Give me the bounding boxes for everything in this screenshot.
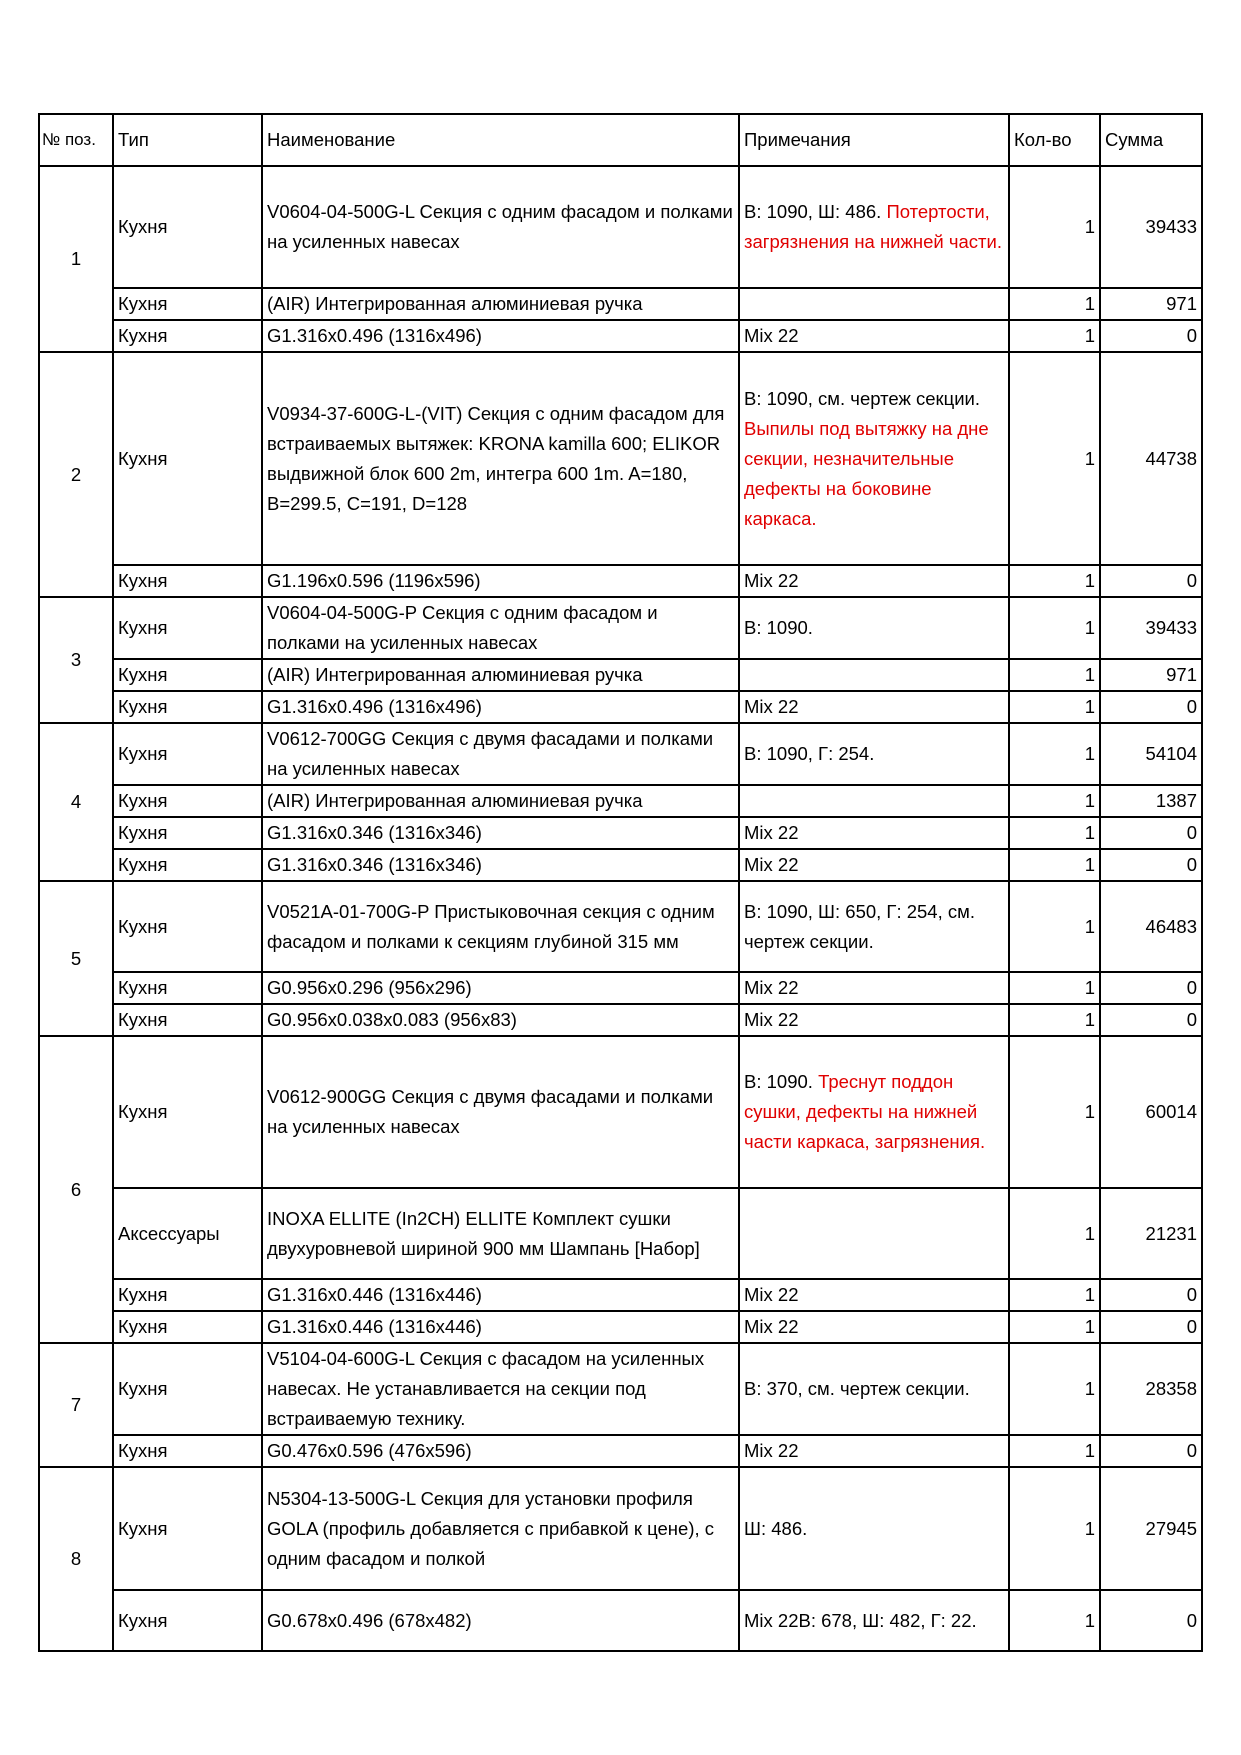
item-name: V0604-04-500G-L Секция с одним фасадом и полками на усиленных навесах [262, 166, 739, 288]
header-pos: № поз. [39, 114, 113, 166]
table-row [39, 1311, 1202, 1343]
item-notes [739, 166, 1009, 288]
item-notes [739, 352, 1009, 565]
notes-text: В: 1090. [744, 1071, 813, 1092]
item-sum: 0 [1100, 1279, 1202, 1311]
notes-text: Mix 22 [744, 325, 799, 346]
item-quantity: 1 [1009, 352, 1100, 565]
item-notes [739, 1435, 1009, 1467]
item-sum: 0 [1100, 1004, 1202, 1036]
item-sum: 0 [1100, 817, 1202, 849]
item-name: N5304-13-500G-L Секция для установки профиля GOLA (профиль добавляется с прибавкой к цене), с одним фасадом и полкой [262, 1467, 739, 1590]
item-quantity: 1 [1009, 723, 1100, 785]
specification-table [38, 113, 1203, 1652]
item-notes [739, 691, 1009, 723]
item-type: Кухня [113, 565, 262, 597]
item-notes [739, 1343, 1009, 1435]
table-row [39, 849, 1202, 881]
item-sum: 39433 [1100, 597, 1202, 659]
position-number: 4 [39, 723, 113, 881]
item-name: G1.196x0.596 (1196x596) [262, 565, 739, 597]
item-type: Аксессуары [113, 1188, 262, 1279]
item-quantity: 1 [1009, 659, 1100, 691]
item-name: V0521A-01-700G-P Пристыковочная секция с одним фасадом и полками к секциям глубиной 315 мм [262, 881, 739, 972]
notes-text: Mix 22 [744, 854, 799, 875]
table-row [39, 1467, 1202, 1590]
item-notes [739, 288, 1009, 320]
defect-notes-text: Потертости, загрязнения на нижней части. [744, 201, 1002, 252]
table-row [39, 659, 1202, 691]
notes-text: Mix 22 [744, 696, 799, 717]
item-type: Кухня [113, 1036, 262, 1188]
item-type: Кухня [113, 1467, 262, 1590]
item-name: G1.316x0.496 (1316x496) [262, 320, 739, 352]
item-quantity: 1 [1009, 1435, 1100, 1467]
item-name: V0612-900GG Секция с двумя фасадами и полками на усиленных навесах [262, 1036, 739, 1188]
item-sum: 21231 [1100, 1188, 1202, 1279]
item-quantity: 1 [1009, 166, 1100, 288]
item-notes [739, 1036, 1009, 1188]
table-row [39, 1004, 1202, 1036]
item-quantity: 1 [1009, 849, 1100, 881]
item-name: G1.316x0.346 (1316x346) [262, 849, 739, 881]
notes-text: В: 1090, Ш: 650, Г: 254, см. чертеж секции. [744, 900, 975, 952]
notes-text: Mix 22 [744, 570, 799, 591]
notes-text: Mix 22 [744, 1440, 799, 1461]
item-type: Кухня [113, 166, 262, 288]
item-type: Кухня [113, 597, 262, 659]
position-number: 3 [39, 597, 113, 723]
table-row [39, 1188, 1202, 1279]
item-quantity: 1 [1009, 785, 1100, 817]
table-row [39, 1343, 1202, 1435]
header-qty: Кол-во [1009, 114, 1100, 166]
table-row [39, 723, 1202, 785]
position-number: 8 [39, 1467, 113, 1651]
table-row [39, 352, 1202, 565]
notes-text: Mix 22В: 678, Ш: 482, Г: 22. [744, 1609, 977, 1631]
item-sum: 0 [1100, 1435, 1202, 1467]
item-type: Кухня [113, 1004, 262, 1036]
item-quantity: 1 [1009, 691, 1100, 723]
item-sum: 0 [1100, 565, 1202, 597]
position-number: 6 [39, 1036, 113, 1343]
header-type: Тип [113, 114, 262, 166]
item-quantity: 1 [1009, 1343, 1100, 1435]
item-notes [739, 1311, 1009, 1343]
item-sum: 1387 [1100, 785, 1202, 817]
item-type: Кухня [113, 659, 262, 691]
item-notes [739, 320, 1009, 352]
item-name: (AIR) Интегрированная алюминиевая ручка [262, 785, 739, 817]
item-quantity: 1 [1009, 1590, 1100, 1651]
item-sum: 27945 [1100, 1467, 1202, 1590]
item-name: G0.956x0.296 (956x296) [262, 972, 739, 1004]
notes-text: Mix 22 [744, 1284, 799, 1305]
position-number: 2 [39, 352, 113, 597]
item-notes [739, 1188, 1009, 1279]
item-notes [739, 1467, 1009, 1590]
item-name: G1.316x0.496 (1316x496) [262, 691, 739, 723]
header-row [39, 114, 1202, 166]
item-quantity: 1 [1009, 1004, 1100, 1036]
item-type: Кухня [113, 352, 262, 565]
item-notes [739, 1590, 1009, 1651]
item-type: Кухня [113, 785, 262, 817]
item-type: Кухня [113, 881, 262, 972]
header-notes: Примечания [739, 114, 1009, 166]
item-type: Кухня [113, 1590, 262, 1651]
item-quantity: 1 [1009, 1467, 1100, 1590]
defect-notes-text: Выпилы под вытяжку на дне секции, незначительные дефекты на боковине каркаса. [744, 417, 989, 529]
header-sum: Сумма [1100, 114, 1202, 166]
table-row [39, 166, 1202, 288]
item-type: Кухня [113, 849, 262, 881]
item-name: G1.316x0.446 (1316x446) [262, 1311, 739, 1343]
item-notes [739, 659, 1009, 691]
table-row [39, 1036, 1202, 1188]
table-row [39, 288, 1202, 320]
table-row [39, 320, 1202, 352]
item-type: Кухня [113, 691, 262, 723]
item-sum: 971 [1100, 659, 1202, 691]
item-name: V5104-04-600G-L Секция с фасадом на усиленных навесах. Не устанавливается на секции под встраиваемую технику. [262, 1343, 739, 1435]
item-quantity: 1 [1009, 597, 1100, 659]
table-row [39, 817, 1202, 849]
item-quantity: 1 [1009, 1279, 1100, 1311]
table-row [39, 785, 1202, 817]
item-sum: 39433 [1100, 166, 1202, 288]
notes-text: В: 1090. [744, 617, 813, 638]
notes-text: В: 370, см. чертеж секции. [744, 1378, 970, 1399]
item-quantity: 1 [1009, 1188, 1100, 1279]
item-name: (AIR) Интегрированная алюминиевая ручка [262, 659, 739, 691]
item-type: Кухня [113, 817, 262, 849]
item-name: G0.678x0.496 (678x482) [262, 1590, 739, 1651]
table-row [39, 565, 1202, 597]
item-type: Кухня [113, 1311, 262, 1343]
item-type: Кухня [113, 972, 262, 1004]
item-sum: 46483 [1100, 881, 1202, 972]
item-sum: 0 [1100, 691, 1202, 723]
position-number: 7 [39, 1343, 113, 1467]
notes-text: В: 1090, см. чертеж секции. [744, 387, 981, 409]
table-row [39, 972, 1202, 1004]
notes-text: Mix 22 [744, 822, 799, 843]
item-notes [739, 881, 1009, 972]
item-quantity: 1 [1009, 881, 1100, 972]
item-name: G1.316x0.446 (1316x446) [262, 1279, 739, 1311]
item-quantity: 1 [1009, 1311, 1100, 1343]
item-name: (AIR) Интегрированная алюминиевая ручка [262, 288, 739, 320]
table-row [39, 597, 1202, 659]
item-notes [739, 723, 1009, 785]
notes-text: В: 1090, Г: 254. [744, 743, 875, 764]
item-type: Кухня [113, 1435, 262, 1467]
notes-text: Mix 22 [744, 1009, 799, 1030]
table-row [39, 1435, 1202, 1467]
item-name: V0934-37-600G-L-(VIT) Секция с одним фасадом для встраиваемых вытяжек: KRONA kamilla 600; ELIKOR выдвижной блок 600 2m, интегра 600 1m. A=180, B=299.5, C=191, D=128 [262, 352, 739, 565]
item-sum: 0 [1100, 1311, 1202, 1343]
item-name: INOXA ELLITE (In2CH) ELLITE Комплект сушки двухуровневой шириной 900 мм Шампань [Набор] [262, 1188, 739, 1279]
item-notes [739, 972, 1009, 1004]
item-name: V0612-700GG Секция с двумя фасадами и полками на усиленных навесах [262, 723, 739, 785]
item-notes [739, 565, 1009, 597]
table-row [39, 1590, 1202, 1651]
item-type: Кухня [113, 320, 262, 352]
item-type: Кухня [113, 723, 262, 785]
notes-text: В: 1090, Ш: 486. [744, 201, 882, 222]
item-quantity: 1 [1009, 565, 1100, 597]
item-sum: 971 [1100, 288, 1202, 320]
item-notes [739, 1279, 1009, 1311]
item-sum: 44738 [1100, 352, 1202, 565]
item-quantity: 1 [1009, 972, 1100, 1004]
header-name: Наименование [262, 114, 739, 166]
item-type: Кухня [113, 1279, 262, 1311]
item-quantity: 1 [1009, 320, 1100, 352]
item-notes [739, 849, 1009, 881]
item-notes [739, 785, 1009, 817]
item-sum: 60014 [1100, 1036, 1202, 1188]
position-number: 5 [39, 881, 113, 1036]
table-row [39, 1279, 1202, 1311]
table-row [39, 881, 1202, 972]
item-name: G0.476x0.596 (476x596) [262, 1435, 739, 1467]
item-name: V0604-04-500G-P Секция с одним фасадом и полками на усиленных навесах [262, 597, 739, 659]
item-quantity: 1 [1009, 288, 1100, 320]
item-notes [739, 597, 1009, 659]
item-notes [739, 1004, 1009, 1036]
defect-notes-text: Треснут поддон сушки, дефекты на нижней части каркаса, загрязнения. [744, 1071, 986, 1152]
item-sum: 0 [1100, 849, 1202, 881]
item-sum: 54104 [1100, 723, 1202, 785]
notes-text: Mix 22 [744, 977, 799, 998]
item-sum: 28358 [1100, 1343, 1202, 1435]
item-name: G1.316x0.346 (1316x346) [262, 817, 739, 849]
item-name: G0.956x0.038x0.083 (956x83) [262, 1004, 739, 1036]
item-quantity: 1 [1009, 1036, 1100, 1188]
item-type: Кухня [113, 1343, 262, 1435]
item-notes [739, 817, 1009, 849]
item-sum: 0 [1100, 1590, 1202, 1651]
item-sum: 0 [1100, 320, 1202, 352]
position-number: 1 [39, 166, 113, 352]
item-type: Кухня [113, 288, 262, 320]
item-quantity: 1 [1009, 817, 1100, 849]
notes-text: Mix 22 [744, 1316, 799, 1337]
table-row [39, 691, 1202, 723]
notes-text: Ш: 486. [744, 1517, 808, 1539]
item-sum: 0 [1100, 972, 1202, 1004]
